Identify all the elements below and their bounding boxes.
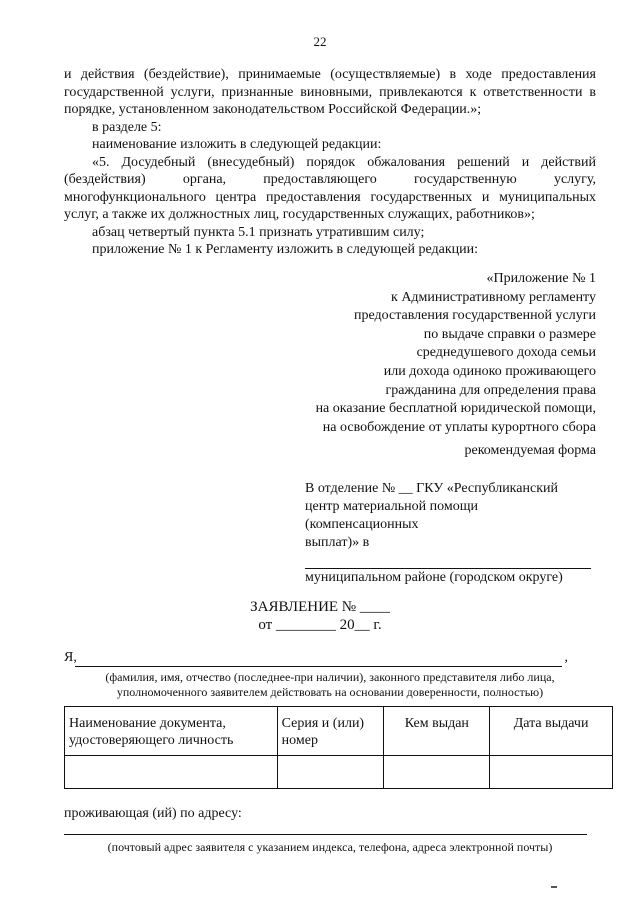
paragraph-section5: в разделе 5:: [92, 119, 162, 135]
addressee-line: муниципальном районе (городском округе): [305, 570, 563, 585]
paragraph-appendix-edit: приложение № 1 к Регламенту изложить в следующей редакции:: [92, 242, 478, 257]
appendix-line: на освобождение от уплаты курортного сбора: [322, 419, 596, 435]
cell-series-number[interactable]: [277, 756, 384, 789]
appendix-line: гражданина для определения права: [385, 382, 596, 398]
cell-document-name[interactable]: [65, 756, 278, 789]
appendix-line: среднедушевого дохода семьи: [416, 345, 596, 361]
header-issued-by: Кем выдан: [384, 707, 490, 756]
residence-caption: (почтовый адрес заявителя с указанием индекса, телефона, адреса электронной почты): [107, 840, 553, 854]
cell-issue-date[interactable]: [490, 756, 613, 789]
statement-title: ЗАЯВЛЕНИЕ № ____: [250, 599, 390, 615]
appendix-line: по выдаче справки о размере: [423, 326, 596, 342]
appendix-line: «Приложение № 1: [486, 271, 596, 286]
main-text: [64, 66, 596, 259]
cell-issued-by[interactable]: [384, 756, 490, 789]
header-series-number: Серия и (или) номер: [277, 707, 384, 756]
appendix-line: предоставления государственной услуги: [354, 308, 596, 324]
caption-line: (фамилия, имя, отчество (последнее-при наличии), законного представителя либо лица,: [105, 670, 555, 684]
residence-address-blank[interactable]: [64, 834, 587, 835]
header-document-name: Наименование документа, удостоверяющего личность: [65, 707, 278, 756]
municipality-blank-line[interactable]: [305, 552, 591, 569]
table-row: [65, 756, 613, 789]
applicant-prefix: Я,: [64, 650, 77, 665]
appendix-line: или дохода одиноко проживающего: [383, 363, 596, 379]
appendix-line: на оказание бесплатной юридической помощи,: [315, 401, 596, 417]
recommended-form-label: рекомендуемая форма: [464, 443, 596, 458]
residence-label: проживающая (ий) по адресу:: [64, 806, 242, 821]
applicant-comma: ,: [564, 650, 568, 665]
paragraph-section5-title: «5. Досудебный (внесудебный) порядок обжалования решений и действий (бездействия) органа, предоставляющего государственную услугу, многофункционального центра предоставления государственных и муниципальных услуг, а также их должностных лиц, государственных служащих, работников»;: [64, 154, 596, 222]
caption-line: уполномоченного заявителем действовать на основании доверенности, полностью): [116, 685, 544, 699]
appendix-line: к Административному регламенту: [391, 289, 596, 305]
addressee-line: выплат)» в: [305, 535, 370, 550]
paragraph-clause-void: абзац четвертый пункта 5.1 признать утратившим силу;: [92, 224, 425, 240]
applicant-name-field[interactable]: [64, 650, 574, 670]
page-number: 22: [313, 34, 327, 49]
paragraph-name-edit: наименование изложить в следующей редакции:: [92, 137, 382, 152]
statement-date: от ________ 20__ г.: [258, 617, 382, 633]
addressee-block: [305, 480, 595, 587]
appendix-header: [316, 270, 596, 437]
table-header-row: [65, 707, 613, 756]
addressee-line: В отделение № __ ГКУ «Республиканский: [305, 481, 558, 496]
addressee-line: (компенсационных: [305, 517, 419, 532]
applicant-caption: [64, 670, 596, 700]
applicant-name-blank[interactable]: [75, 666, 562, 667]
scan-artifact: [551, 886, 557, 888]
header-issue-date: Дата выдачи: [490, 707, 613, 756]
paragraph-liability: и действия (бездействие), принимаемые (осуществляемые) в ходе предоставления государственной услуги, признанные виновными, привлекаются к ответственности в порядке, установленном законодательством Российской Федерации.»;: [64, 67, 596, 117]
addressee-line: центр материальной помощи: [305, 499, 478, 514]
identity-document-table: [64, 706, 613, 789]
